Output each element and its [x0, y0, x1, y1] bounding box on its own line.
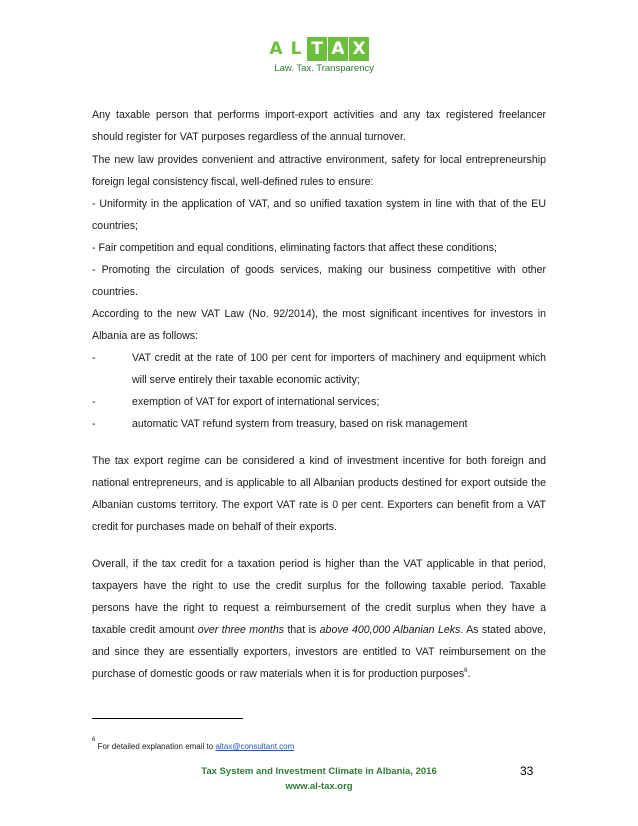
list-item-text: automatic VAT refund system from treasury, based on risk management [132, 418, 468, 430]
email-link[interactable]: altax@consultant.com [215, 742, 295, 751]
paragraph-line: The new law provides convenient and attractive environment, safety for local entrepreneurship [92, 154, 546, 166]
footer-url[interactable]: www.al-tax.org [285, 781, 353, 792]
paragraph-line: Albania are as follows: [92, 330, 198, 342]
paragraph-line: - Promoting the circulation of goods services, making our business competitive with other [92, 264, 546, 276]
paragraph-line: Any taxable person that performs import-export activities and any tax registered freelancer [92, 109, 546, 121]
altax-logo [266, 37, 369, 61]
logo-tagline: Law. Tax. Transparency [274, 63, 374, 74]
paragraph-line: The tax export regime can be considered a kind of investment incentive for both foreign and [92, 455, 546, 467]
footnote-number: 6 [92, 737, 96, 743]
logo-letter: A [266, 37, 286, 61]
paragraph-line: persons have the right to request a reimbursement of the credit surplus when they have a [92, 602, 546, 614]
paragraph-line: taxpayers have the right to use the credit surplus for the following taxable period. Taxable [92, 580, 546, 592]
paragraph-line: countries; [92, 220, 138, 232]
paragraph-line: - Fair competition and equal conditions, eliminating factors that affect these conditions; [92, 242, 497, 254]
logo-letter: T [306, 37, 327, 61]
list-item [92, 350, 546, 366]
list-item-text: VAT credit at the rate of 100 per cent for importers of machinery and equipment which [132, 352, 546, 364]
footnote-text: For detailed explanation email to [97, 742, 216, 751]
bullet-dash: - [92, 418, 96, 430]
page-number: 33 [520, 764, 534, 778]
text-run: purchase of domestic goods or raw materials when it is for production purposes [92, 668, 465, 680]
paragraph-line: should register for VAT purposes regardless of the annual turnover. [92, 131, 406, 143]
list-item-text: exemption of VAT for export of international services; [132, 396, 380, 408]
paragraph-line: credit for purchases made on behalf of their exports. [92, 521, 337, 533]
text-run: . [467, 668, 471, 680]
paragraph-line: Albanian customs territory. The export VAT rate is 0 per cent. Exporters can benefit from a VAT [92, 499, 546, 511]
bullet-dash: - [92, 352, 96, 364]
list-item-text: will serve entirely their taxable economic activity; [132, 374, 360, 386]
bullet-dash: - [92, 396, 96, 408]
paragraph-line: foreign legal consistency fiscal, well-defined rules to ensure: [92, 176, 374, 188]
paragraph-line: and since they are essentially exporters, investors are entitled to VAT reimbursement on the [92, 646, 546, 658]
list-item [92, 394, 546, 410]
list-item [92, 416, 546, 432]
paragraph-line: countries. [92, 286, 138, 298]
footnote-divider [92, 718, 243, 719]
list-item-continuation [92, 372, 546, 388]
paragraph-line: - Uniformity in the application of VAT, and so unified taxation system in line with that of the EU [92, 198, 546, 210]
text-run: . As stated above, [460, 624, 547, 636]
emphasis-text: over three months [197, 624, 285, 636]
paragraph-line: According to the new VAT Law (No. 92/2014), the most significant incentives for investors in [92, 308, 546, 320]
paragraph-line [92, 622, 546, 638]
logo-letter: L [286, 37, 306, 61]
logo-letter: X [348, 37, 369, 61]
footer-title: Tax System and Investment Climate in Albania, 2016 [201, 766, 437, 777]
text-run: taxable credit amount [92, 624, 198, 636]
paragraph-line [92, 666, 546, 682]
footnote [92, 737, 294, 751]
paragraph-line: Overall, if the tax credit for a taxation period is higher than the VAT applicable in that period, [92, 558, 546, 570]
text-run: that is [284, 624, 320, 636]
logo-letter: A [327, 37, 348, 61]
footnote-reference[interactable]: 6 [464, 668, 468, 674]
paragraph-line: national entrepreneurs, and is applicable to all Albanian products destined for export outside the [92, 477, 546, 489]
emphasis-text: above 400,000 Albanian Leks [319, 624, 461, 636]
